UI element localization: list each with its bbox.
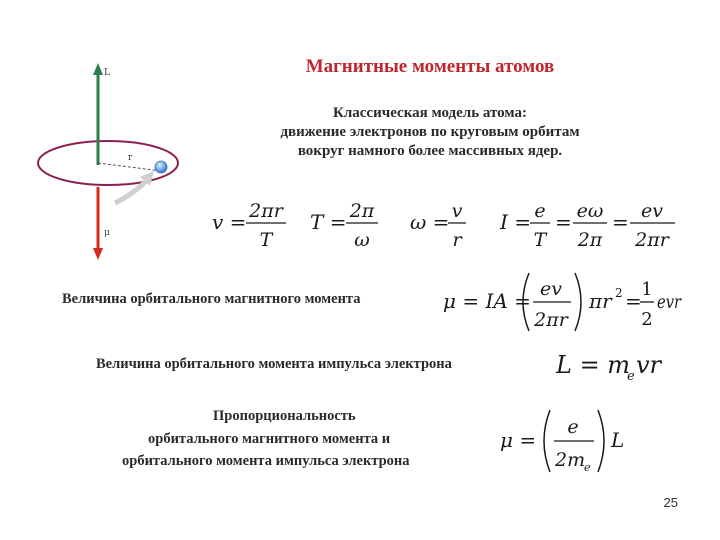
- svg-text:=: =: [625, 289, 642, 313]
- svg-text:e: e: [534, 200, 546, 222]
- svg-text:L = m: L = m: [556, 351, 631, 379]
- svg-text:v: v: [451, 200, 463, 222]
- arrowhead-down-icon: [93, 248, 103, 260]
- svg-text:2π: 2π: [349, 200, 375, 222]
- radius-label: r: [128, 153, 133, 163]
- svg-text:=: =: [555, 210, 572, 234]
- svg-text:r: r: [452, 229, 462, 251]
- svg-text:πr: πr: [589, 289, 612, 313]
- svg-text:e: e: [567, 416, 579, 438]
- subtitle-line: Классическая модель атома:: [332, 105, 528, 121]
- svg-text:ev: ev: [641, 200, 663, 222]
- svg-text:2π: 2π: [577, 229, 603, 251]
- svg-text:ev: ev: [540, 278, 562, 300]
- proportionality-line: орбитального магнитного момента и: [148, 431, 391, 447]
- svg-text:T: T: [259, 229, 273, 251]
- formula-angular-velocity: [410, 196, 480, 252]
- orbit-back: [38, 141, 178, 163]
- arrowhead-up-icon: [93, 63, 103, 75]
- page-number: 25: [663, 495, 678, 510]
- proportionality-line: Пропорциональность: [213, 408, 356, 424]
- svg-text:e: e: [584, 461, 591, 474]
- svg-text:I =: I =: [500, 210, 532, 234]
- svg-text:1: 1: [641, 279, 653, 300]
- orbit-diagram: [20, 55, 220, 275]
- svg-text:2: 2: [615, 286, 623, 300]
- svg-text:vr: vr: [636, 351, 662, 379]
- proportionality-line: орбитального момента импульса электрона: [122, 453, 410, 469]
- svg-text:T: T: [533, 229, 547, 251]
- axis-bottom-label: μ: [104, 228, 110, 238]
- formula-current: [500, 196, 680, 252]
- svg-text:μ = IA =: μ = IA =: [443, 289, 531, 313]
- svg-text:ω =: ω =: [410, 210, 450, 234]
- subtitle: [250, 104, 610, 161]
- subtitle-line: вокруг намного более массивных ядер.: [297, 143, 563, 159]
- radius-line: [98, 163, 162, 171]
- formula-magnetic-moment: [443, 267, 683, 337]
- electron-icon: [155, 161, 167, 173]
- svg-text:v =: v =: [212, 210, 247, 234]
- svg-text:L: L: [611, 428, 625, 452]
- svg-text:evr: evr: [657, 291, 683, 313]
- svg-text:=: =: [612, 210, 629, 234]
- svg-text:T =: T =: [310, 210, 347, 234]
- formula-angular-momentum: [556, 345, 676, 385]
- orbital-magnetic-moment-label: Величина орбитального магнитного момента: [62, 291, 361, 307]
- svg-text:ω: ω: [354, 229, 370, 251]
- svg-text:eω: eω: [576, 200, 604, 222]
- svg-text:2m: 2m: [555, 449, 586, 471]
- orbital-angular-momentum-label: Величина орбитального момента импульса электрона: [96, 356, 452, 372]
- motion-arrow-icon: [115, 179, 148, 203]
- svg-text:2πr: 2πr: [635, 229, 669, 251]
- svg-text:2πr: 2πr: [534, 309, 568, 331]
- formula-velocity: [212, 196, 302, 252]
- subtitle-line: движение электронов по круговым орбитам: [280, 124, 580, 140]
- svg-text:e: e: [627, 369, 635, 384]
- page-title: Магнитные моменты атомов: [305, 56, 555, 77]
- formula-period: [310, 196, 390, 252]
- svg-text:2πr: 2πr: [249, 200, 283, 222]
- formula-proportionality: [500, 404, 640, 478]
- axis-top-label: L: [104, 68, 110, 78]
- svg-text:μ =: μ =: [500, 428, 537, 452]
- svg-text:2: 2: [641, 309, 653, 330]
